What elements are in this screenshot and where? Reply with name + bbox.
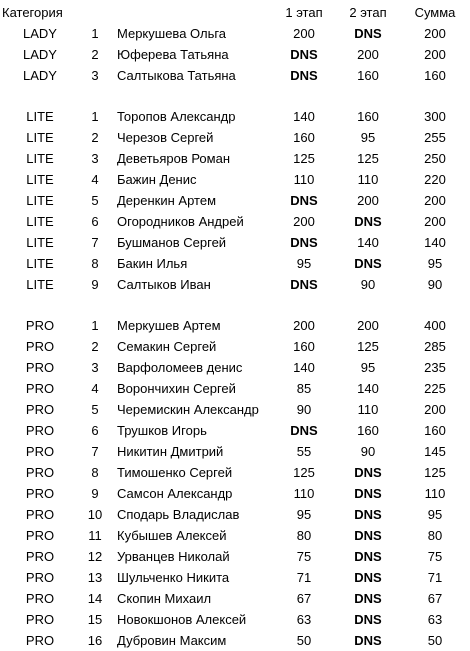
name-cell: Бакин Илья: [117, 256, 188, 271]
stage1-cell: 200: [293, 26, 315, 41]
table-row: [0, 420, 470, 441]
number-cell: 8: [91, 256, 99, 271]
number-cell: 3: [91, 68, 99, 83]
category-cell: PRO: [25, 465, 55, 480]
stage1-cell: 95: [296, 507, 312, 522]
name-cell: Семакин Сергей: [117, 339, 217, 354]
category-cell: LADY: [23, 26, 57, 41]
stage1-cell: 50: [296, 633, 312, 648]
stage1-cell: 110: [293, 486, 315, 501]
name-cell: Варфоломеев денис: [117, 360, 243, 375]
stage1-cell: DNS: [290, 193, 318, 208]
stage1-cell: 200: [293, 318, 315, 333]
stage2-cell: 125: [357, 339, 379, 354]
category-cell: PRO: [25, 402, 55, 417]
table-row: [0, 106, 470, 127]
stage2-cell: DNS: [354, 486, 382, 501]
table-row: [0, 253, 470, 274]
category-cell: LITE: [26, 130, 54, 145]
stage2-cell: DNS: [354, 528, 382, 543]
sum-cell: 95: [427, 256, 443, 271]
number-cell: 14: [87, 591, 103, 606]
stage1-cell: DNS: [290, 423, 318, 438]
sum-cell: 285: [424, 339, 446, 354]
stage2-cell: 200: [357, 318, 379, 333]
number-cell: 6: [91, 214, 99, 229]
stage2-cell: 200: [357, 193, 379, 208]
stage2-cell: 110: [357, 172, 379, 187]
category-cell: LITE: [26, 151, 54, 166]
sum-cell: 200: [424, 26, 446, 41]
name-cell: Бажин Денис: [117, 172, 197, 187]
name-cell: Шульченко Никита: [117, 570, 230, 585]
table-row: [0, 65, 470, 86]
sum-cell: 145: [424, 444, 446, 459]
sum-cell: 80: [427, 528, 443, 543]
stage2-cell: 125: [357, 151, 379, 166]
stage2-cell: DNS: [354, 549, 382, 564]
sum-cell: 63: [427, 612, 443, 627]
table-row: [0, 357, 470, 378]
table-row: [0, 23, 470, 44]
stage2-cell: DNS: [354, 591, 382, 606]
sum-cell: 90: [427, 277, 443, 292]
category-cell: PRO: [25, 507, 55, 522]
name-cell: Урванцев Николай: [117, 549, 230, 564]
stage1-cell: 160: [293, 130, 315, 145]
stage1-cell: 75: [296, 549, 312, 564]
table-row: [0, 378, 470, 399]
stage2-cell: DNS: [354, 465, 382, 480]
number-cell: 1: [91, 318, 99, 333]
table-row: [0, 609, 470, 630]
table-row: [0, 588, 470, 609]
name-cell: Новокшонов Алексей: [117, 612, 247, 627]
sum-cell: 235: [424, 360, 446, 375]
stage1-cell: 85: [296, 381, 312, 396]
number-cell: 6: [91, 423, 99, 438]
stage2-cell: 110: [357, 402, 379, 417]
sum-cell: 220: [424, 172, 446, 187]
category-cell: PRO: [25, 339, 55, 354]
sum-cell: 50: [427, 633, 443, 648]
table-row: [0, 567, 470, 588]
category-cell: PRO: [25, 633, 55, 648]
table-row: [0, 483, 470, 504]
category-cell: PRO: [25, 318, 55, 333]
stage2-cell: 95: [360, 130, 376, 145]
table-row: [0, 211, 470, 232]
category-cell: LITE: [26, 256, 54, 271]
sum-cell: 200: [424, 193, 446, 208]
number-cell: 10: [87, 507, 103, 522]
name-cell: Юферева Татьяна: [117, 47, 229, 62]
table-row: [0, 232, 470, 253]
category-cell: PRO: [25, 549, 55, 564]
number-cell: 16: [87, 633, 103, 648]
category-cell: LADY: [23, 68, 57, 83]
name-cell: Деренкин Артем: [117, 193, 217, 208]
stage2-cell: DNS: [354, 214, 382, 229]
sum-cell: 200: [424, 402, 446, 417]
name-cell: Меркушев Артем: [117, 318, 221, 333]
category-cell: LITE: [26, 193, 54, 208]
category-cell: PRO: [25, 360, 55, 375]
table-row: [0, 44, 470, 65]
stage1-cell: 95: [296, 256, 312, 271]
sum-cell: 95: [427, 507, 443, 522]
table-row: [0, 504, 470, 525]
category-cell: PRO: [25, 612, 55, 627]
table-row: [0, 315, 470, 336]
name-cell: Никитин Дмитрий: [117, 444, 224, 459]
stage2-cell: DNS: [354, 612, 382, 627]
category-cell: LITE: [26, 172, 54, 187]
number-cell: 1: [91, 109, 99, 124]
stage1-cell: DNS: [290, 235, 318, 250]
number-cell: 12: [87, 549, 103, 564]
name-cell: Кубышев Алексей: [117, 528, 227, 543]
name-cell: Черезов Сергей: [117, 130, 214, 145]
table-row: [0, 148, 470, 169]
stage1-cell: 63: [296, 612, 312, 627]
header-category: Категория: [2, 5, 63, 20]
stage1-cell: DNS: [290, 47, 318, 62]
number-cell: 9: [91, 277, 99, 292]
category-cell: LITE: [26, 109, 54, 124]
name-cell: Огородников Андрей: [117, 214, 244, 229]
number-cell: 15: [87, 612, 103, 627]
sum-cell: 125: [424, 465, 446, 480]
number-cell: 2: [91, 130, 99, 145]
sum-cell: 140: [424, 235, 446, 250]
stage1-cell: 125: [293, 465, 315, 480]
category-cell: PRO: [25, 528, 55, 543]
header-stage2: 2 этап: [349, 5, 387, 20]
table-row: [0, 546, 470, 567]
sum-cell: 250: [424, 151, 446, 166]
name-cell: Дубровин Максим: [117, 633, 227, 648]
name-cell: Салтыкова Татьяна: [117, 68, 236, 83]
sum-cell: 200: [424, 214, 446, 229]
stage2-cell: DNS: [354, 570, 382, 585]
name-cell: Салтыков Иван: [117, 277, 211, 292]
number-cell: 13: [87, 570, 103, 585]
stage2-cell: 160: [357, 68, 379, 83]
name-cell: Сподарь Владислав: [117, 507, 240, 522]
sum-cell: 400: [424, 318, 446, 333]
stage1-cell: 55: [296, 444, 312, 459]
stage2-cell: 95: [360, 360, 376, 375]
name-cell: Самсон Александр: [117, 486, 233, 501]
sum-cell: 300: [424, 109, 446, 124]
sum-cell: 71: [427, 570, 443, 585]
stage1-cell: 80: [296, 528, 312, 543]
stage2-cell: DNS: [354, 633, 382, 648]
name-cell: Тимошенко Сергей: [117, 465, 233, 480]
stage2-cell: 90: [360, 277, 376, 292]
sum-cell: 110: [424, 486, 446, 501]
header-stage1: 1 этап: [285, 5, 323, 20]
number-cell: 9: [91, 486, 99, 501]
stage1-cell: 71: [296, 570, 312, 585]
stage2-cell: DNS: [354, 507, 382, 522]
header-row: [0, 2, 470, 23]
stage1-cell: 160: [293, 339, 315, 354]
table-row: [0, 630, 470, 651]
category-cell: PRO: [25, 591, 55, 606]
table-row: [0, 127, 470, 148]
category-cell: LADY: [23, 47, 57, 62]
number-cell: 2: [91, 47, 99, 62]
category-cell: PRO: [25, 444, 55, 459]
stage1-cell: DNS: [290, 68, 318, 83]
sum-cell: 160: [424, 423, 446, 438]
name-cell: Меркушева Ольга: [117, 26, 227, 41]
stage1-cell: 67: [296, 591, 312, 606]
category-cell: LITE: [26, 214, 54, 229]
category-cell: LITE: [26, 235, 54, 250]
stage1-cell: 140: [293, 360, 315, 375]
category-cell: PRO: [25, 570, 55, 585]
number-cell: 1: [91, 26, 99, 41]
stage1-cell: 110: [293, 172, 315, 187]
stage1-cell: DNS: [290, 277, 318, 292]
stage2-cell: DNS: [354, 256, 382, 271]
category-cell: LITE: [26, 277, 54, 292]
stage1-cell: 140: [293, 109, 315, 124]
stage2-cell: 200: [357, 47, 379, 62]
table-row: [0, 462, 470, 483]
stage2-cell: 140: [357, 381, 379, 396]
name-cell: Торопов Александр: [117, 109, 236, 124]
sum-cell: 160: [424, 68, 446, 83]
number-cell: 11: [88, 528, 102, 543]
stage2-cell: 140: [357, 235, 379, 250]
stage2-cell: 160: [357, 423, 379, 438]
stage1-cell: 90: [296, 402, 312, 417]
category-cell: PRO: [25, 423, 55, 438]
name-cell: Бушманов Сергей: [117, 235, 227, 250]
number-cell: 5: [91, 402, 99, 417]
stage2-cell: 90: [360, 444, 376, 459]
number-cell: 2: [91, 339, 99, 354]
sum-cell: 67: [427, 591, 443, 606]
number-cell: 7: [91, 235, 99, 250]
header-sum: Сумма: [414, 5, 456, 20]
sum-cell: 225: [424, 381, 446, 396]
name-cell: Ворончихин Сергей: [117, 381, 236, 396]
stage1-cell: 125: [293, 151, 315, 166]
name-cell: Деветьяров Роман: [117, 151, 231, 166]
sum-cell: 255: [424, 130, 446, 145]
table-row: [0, 336, 470, 357]
number-cell: 7: [91, 444, 99, 459]
sum-cell: 75: [427, 549, 443, 564]
number-cell: 3: [91, 360, 99, 375]
number-cell: 3: [91, 151, 99, 166]
number-cell: 4: [91, 381, 99, 396]
number-cell: 8: [91, 465, 99, 480]
number-cell: 5: [91, 193, 99, 208]
category-cell: PRO: [25, 381, 55, 396]
table-row: [0, 441, 470, 462]
name-cell: Скопин Михаил: [117, 591, 212, 606]
table-row: [0, 169, 470, 190]
stage2-cell: 160: [357, 109, 379, 124]
name-cell: Трушков Игорь: [117, 423, 207, 438]
table-row: [0, 525, 470, 546]
table-row: [0, 274, 470, 295]
stage1-cell: 200: [293, 214, 315, 229]
name-cell: Черемискин Александр: [117, 402, 259, 417]
category-cell: PRO: [25, 486, 55, 501]
number-cell: 4: [91, 172, 99, 187]
sum-cell: 200: [424, 47, 446, 62]
table-row: [0, 399, 470, 420]
table-row: [0, 190, 470, 211]
stage2-cell: DNS: [354, 26, 382, 41]
